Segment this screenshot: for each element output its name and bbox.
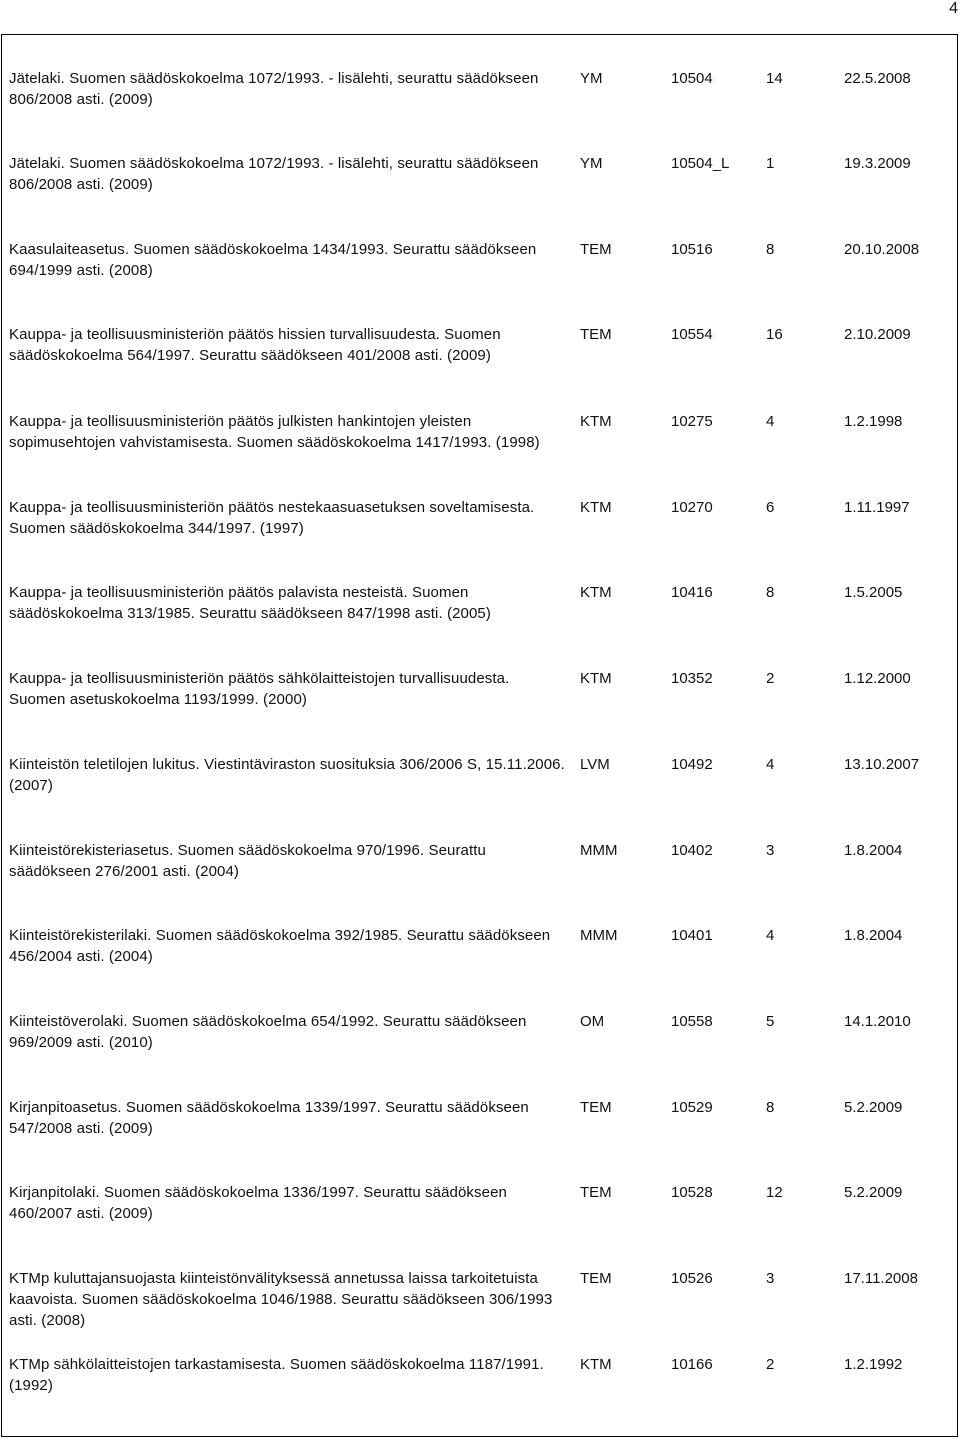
document-title: Kauppa- ja teollisuusministeriön päätös hissien turvallisuudesta. Suomen säädöskokoelma 564/1997. Seurattu säädökseen 401/2008 asti. (2009) — [9, 326, 501, 364]
document-table — [1, 34, 958, 1437]
document-code: 10554 — [671, 326, 713, 343]
page-count: 2 — [766, 1356, 775, 1373]
ministry-code: TEM — [580, 241, 612, 258]
document-code: 10526 — [671, 1270, 713, 1287]
document-title: Kiinteistön teletilojen lukitus. Viestintäviraston suosituksia 306/2006 S, 15.11.2006. (2007) — [9, 756, 565, 794]
document-code: 10270 — [671, 499, 713, 516]
document-code: 10402 — [671, 842, 713, 859]
document-title: Kauppa- ja teollisuusministeriön päätös julkisten hankintojen yleisten sopimusehtojen vahvistamisesta. Suomen säädöskokoelma 1417/1993. (1998) — [9, 413, 540, 451]
page-count: 2 — [766, 670, 775, 687]
document-date: 1.5.2005 — [844, 584, 903, 601]
document-title: Kauppa- ja teollisuusministeriön päätös nestekaasuasetuksen soveltamisesta. Suomen säädöskokoelma 344/1997. (1997) — [9, 499, 535, 537]
document-date: 1.8.2004 — [844, 842, 903, 859]
document-title: Jätelaki. Suomen säädöskokoelma 1072/1993. - lisälehti, seurattu säädökseen 806/2008 asti. (2009) — [9, 155, 539, 193]
page-count: 1 — [766, 155, 775, 172]
document-date: 1.11.1997 — [844, 499, 910, 516]
document-code: 10416 — [671, 584, 713, 601]
page-count: 3 — [766, 1270, 775, 1287]
ministry-code: TEM — [580, 1184, 612, 1201]
ministry-code: OM — [580, 1013, 605, 1030]
document-date: 20.10.2008 — [844, 241, 920, 258]
document-date: 1.12.2000 — [844, 670, 911, 687]
page-count: 12 — [766, 1184, 783, 1201]
document-code: 10529 — [671, 1099, 713, 1116]
page-count: 6 — [766, 499, 775, 516]
document-title: KTMp kuluttajansuojasta kiinteistönvälityksessä annetussa laissa tarkoitetuista kaavoista. Suomen säädöskokoelma 1046/1988. Seurattu säädökseen 306/1993 asti. (2008) — [9, 1270, 553, 1329]
document-code: 10275 — [671, 413, 713, 430]
page-count: 4 — [766, 927, 775, 944]
ministry-code: TEM — [580, 326, 612, 343]
ministry-code: KTM — [580, 413, 612, 430]
document-date: 2.10.2009 — [844, 326, 911, 343]
page-count: 4 — [766, 413, 775, 430]
ministry-code: YM — [580, 155, 603, 172]
ministry-code: MMM — [580, 842, 618, 859]
page-count: 3 — [766, 842, 775, 859]
page-count: 5 — [766, 1013, 775, 1030]
ministry-code: TEM — [580, 1270, 612, 1287]
document-title: Jätelaki. Suomen säädöskokoelma 1072/1993. - lisälehti, seurattu säädökseen 806/2008 asti. (2009) — [9, 70, 539, 108]
document-code: 10516 — [671, 241, 713, 258]
ministry-code: TEM — [580, 1099, 612, 1116]
document-code: 10504 — [671, 70, 713, 87]
document-code: 10492 — [671, 756, 713, 773]
ministry-code: LVM — [580, 756, 610, 773]
document-code: 10504_L — [671, 155, 730, 172]
ministry-code: KTM — [580, 1356, 612, 1373]
ministry-code: KTM — [580, 499, 612, 516]
ministry-code: KTM — [580, 584, 612, 601]
document-title: Kauppa- ja teollisuusministeriön päätös sähkölaitteistojen turvallisuudesta. Suomen asetuskokoelma 1193/1999. (2000) — [9, 670, 510, 708]
document-code: 10352 — [671, 670, 713, 687]
ministry-code: MMM — [580, 927, 618, 944]
document-date: 22.5.2008 — [844, 70, 911, 87]
document-date: 19.3.2009 — [844, 155, 911, 172]
page-count: 14 — [766, 70, 783, 87]
document-code: 10166 — [671, 1356, 713, 1373]
document-date: 14.1.2010 — [844, 1013, 911, 1030]
document-date: 1.8.2004 — [844, 927, 903, 944]
page-number: 4 — [949, 0, 958, 17]
document-date: 5.2.2009 — [844, 1099, 903, 1116]
ministry-code: YM — [580, 70, 603, 87]
document-title: Kiinteistöverolaki. Suomen säädöskokoelma 654/1992. Seurattu säädökseen 969/2009 asti. (2010) — [9, 1013, 527, 1051]
document-date: 17.11.2008 — [844, 1270, 918, 1287]
document-title: Kirjanpitoasetus. Suomen säädöskokoelma 1339/1997. Seurattu säädökseen 547/2008 asti. (2009) — [9, 1099, 529, 1137]
document-date: 5.2.2009 — [844, 1184, 903, 1201]
ministry-code: KTM — [580, 670, 612, 687]
document-title: Kiinteistörekisterilaki. Suomen säädöskokoelma 392/1985. Seurattu säädökseen 456/2004 asti. (2004) — [9, 927, 551, 965]
document-date: 1.2.1998 — [844, 413, 903, 430]
document-title: Kirjanpitolaki. Suomen säädöskokoelma 1336/1997. Seurattu säädökseen 460/2007 asti. (2009) — [9, 1184, 507, 1222]
page-count: 8 — [766, 584, 775, 601]
document-title: Kauppa- ja teollisuusministeriön päätös palavista nesteistä. Suomen säädöskokoelma 313/1985. Seurattu säädökseen 847/1998 asti. (2005) — [9, 584, 491, 622]
page-count: 8 — [766, 241, 775, 258]
page-count: 16 — [766, 326, 783, 343]
document-date: 1.2.1992 — [844, 1356, 903, 1373]
document-title: Kaasulaiteasetus. Suomen säädöskokoelma 1434/1993. Seurattu säädökseen 694/1999 asti. (2008) — [9, 241, 537, 279]
document-code: 10558 — [671, 1013, 713, 1030]
document-code: 10528 — [671, 1184, 713, 1201]
document-date: 13.10.2007 — [844, 756, 920, 773]
page-count: 8 — [766, 1099, 775, 1116]
document-title: Kiinteistörekisteriasetus. Suomen säädöskokoelma 970/1996. Seurattu säädökseen 276/2001 asti. (2004) — [9, 842, 486, 880]
document-title: KTMp sähkölaitteistojen tarkastamisesta. Suomen säädöskokoelma 1187/1991. (1992) — [9, 1356, 544, 1394]
document-code: 10401 — [671, 927, 713, 944]
page-count: 4 — [766, 756, 775, 773]
